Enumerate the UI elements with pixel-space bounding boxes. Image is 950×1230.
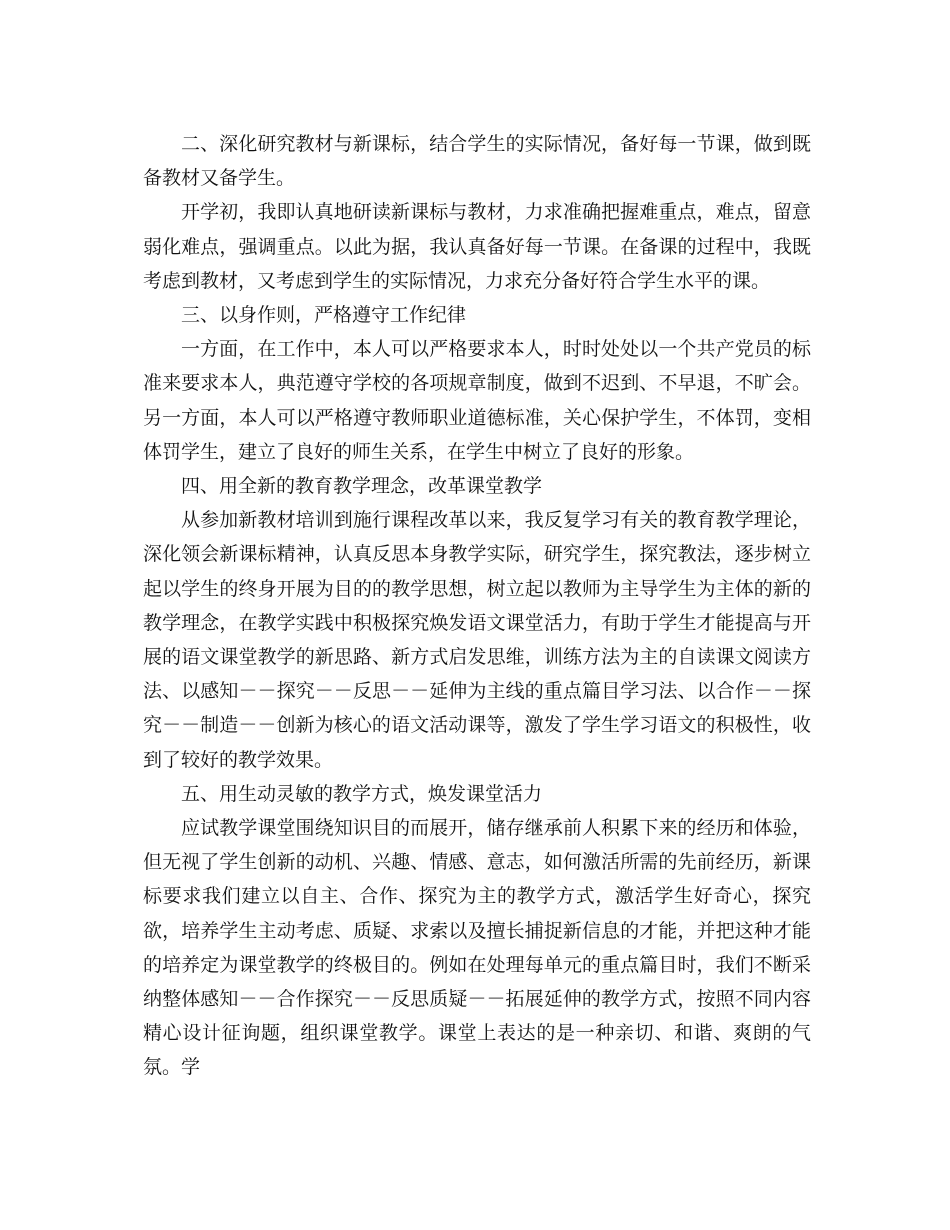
heading-section-3: 三、以身作则，严格遵守工作纪律: [181, 304, 467, 327]
paragraph-teaching-methods: 应试教学课堂围绕知识目的而展开，储存继承前人积累下来的经历和体验，但无视了学生创新的动机、兴趣、情感、意志，如何激活所需的先前经历，新课标要求我们建立以自主、合作、探究为主的教学方式，激活学生好奇心，探究欲，培养学生主动考虑、质疑、求索以及擅长捕捉新信息的才能，并把这种才能的培养定为课堂教学的终极目的。例如在处理每单元的重点篇目时，我们不断采纳整体感知－－合作探究－－反思质疑－－拓展延伸的教学方式，按照不同内容精心设计征询题，组织课堂教学。课堂上表达的是一种亲切、和谐、爽朗的气氛。学: [143, 817, 811, 1079]
paragraph-lesson-preparation: 开学初，我即认真地研读新课标与教材，力求准确把握难重点，难点，留意弱化难点，强调重点。以此为据，我认真备好每一节课。在备课的过程中，我既考虑到教材，又考虑到学生的实际情况，力求充分备好符合学生水平的课。: [143, 201, 811, 292]
heading-section-5: 五、用生动灵敏的教学方式，焕发课堂活力: [181, 782, 543, 805]
paragraph-teaching-reform: 从参加新教材培训到施行课程改革以来，我反复学习有关的教育教学理论，深化领会新课标精神，认真反思本身教学实际，研究学生，探究教法，逐步树立起以学生的终身开展为目的的教学思想，树立起以教师为主导学生为主体的新的教学理念，在教学实践中积极探究焕发语文课堂活力，有助于学生才能提高与开展的语文课堂教学的新思路、新方式启发思维，训练方法为主的自读课文阅读方法、以感知－－探究－－反思－－延伸为主线的重点篇目学习法、以合作－－探究－－制造－－创新为核心的语文活动课等，激发了学生学习语文的积极性，收到了较好的教学效果。: [143, 509, 811, 771]
document-body: [143, 127, 811, 1085]
heading-section-4: 四、用全新的教育教学理念，改革课堂教学: [181, 475, 543, 498]
heading-section-2: 二、深化研究教材与新课标，结合学生的实际情况，备好每一节课，做到既备教材又备学生。: [143, 133, 811, 190]
paragraph-work-discipline: 一方面，在工作中，本人可以严格要求本人，时时处处以一个共产党员的标准来要求本人，典范遵守学校的各项规章制度，做到不迟到、不早退，不旷会。另一方面，本人可以严格遵守教师职业道德标准，关心保护学生，不体罚，变相体罚学生，建立了良好的师生关系，在学生中树立了良好的形象。: [143, 338, 811, 463]
